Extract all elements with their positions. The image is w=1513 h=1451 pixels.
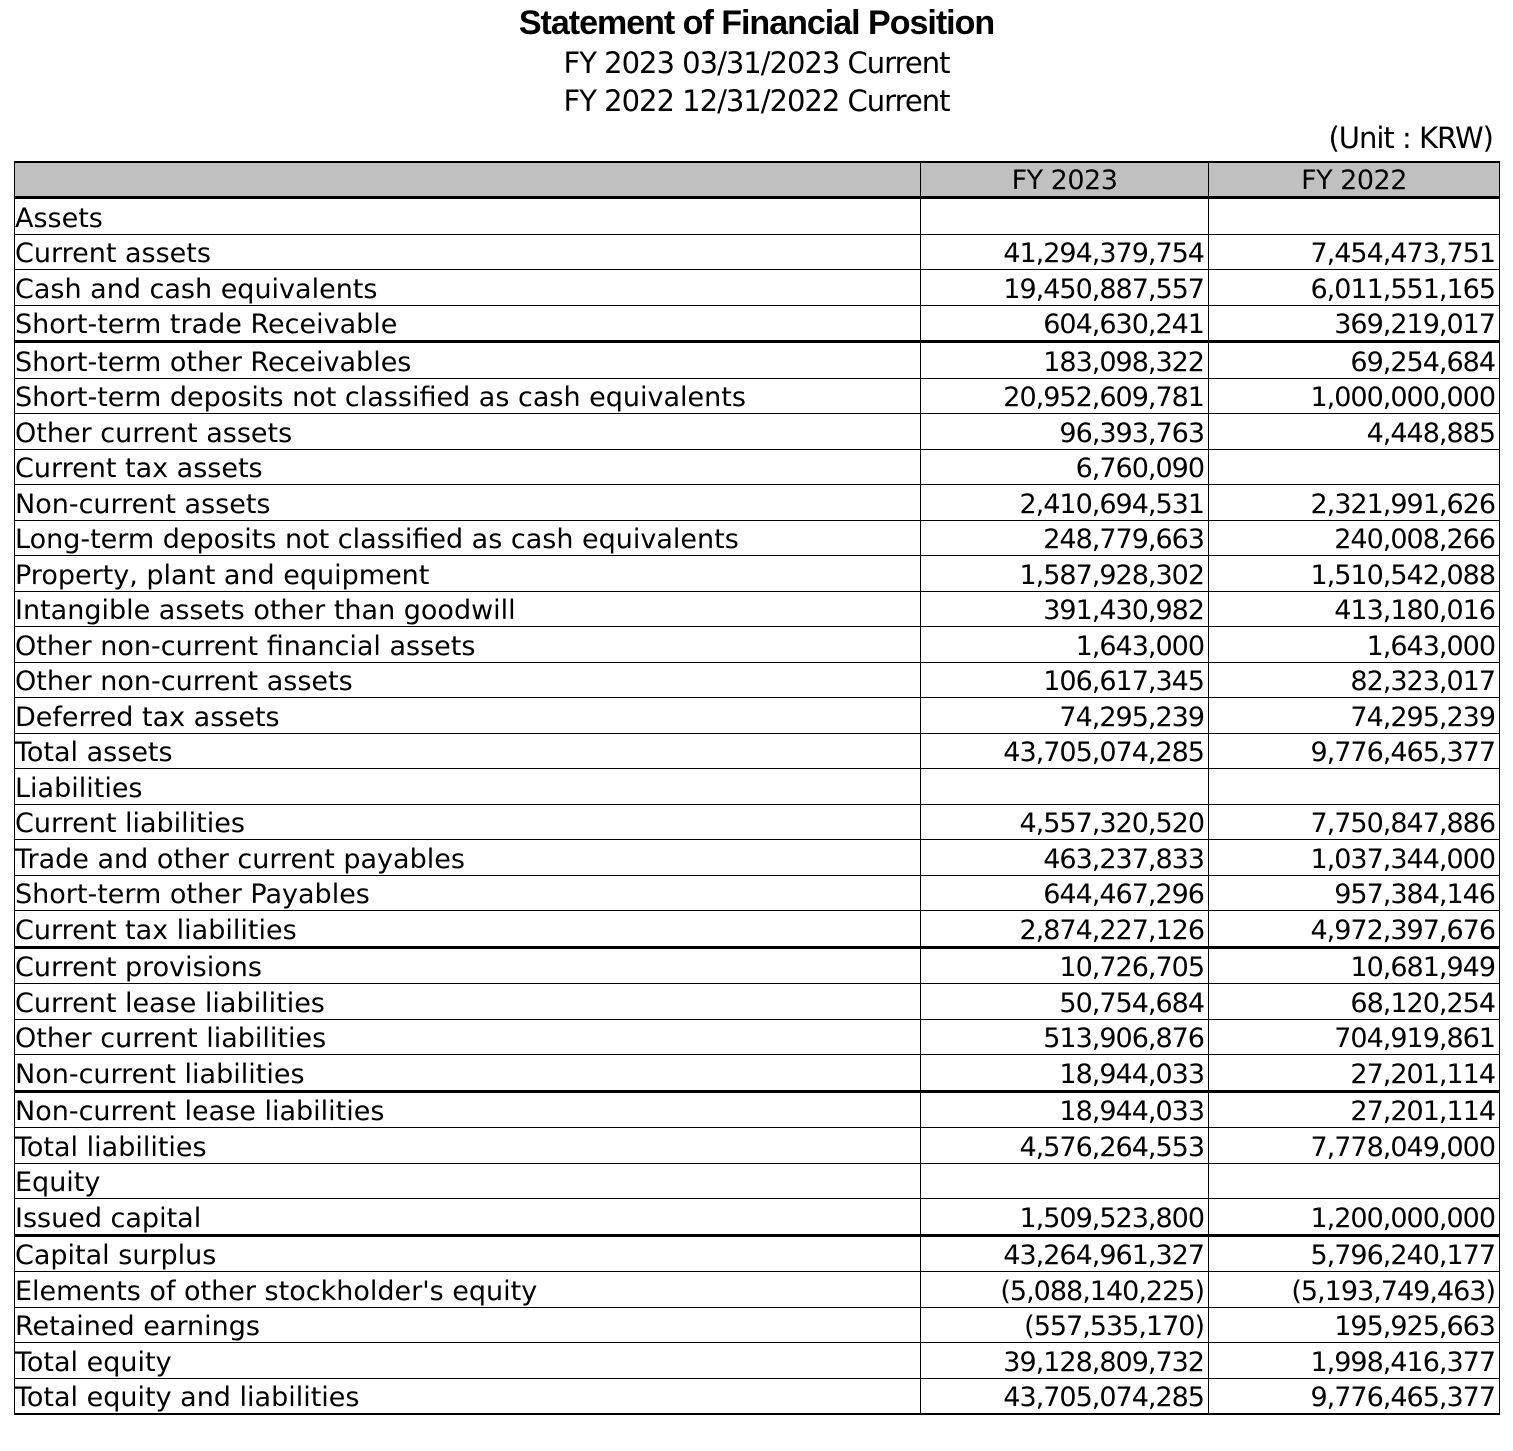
value-fy2023: 2,874,227,126 xyxy=(921,911,1209,948)
table-row xyxy=(15,1199,1500,1236)
value-fy2023: 96,393,763 xyxy=(921,414,1209,450)
value-fy2022: 69,254,684 xyxy=(1209,342,1500,379)
table-row xyxy=(15,198,1500,235)
value-fy2022: 6,011,551,165 xyxy=(1209,270,1500,306)
value-fy2022: 4,448,885 xyxy=(1209,414,1500,450)
period-line-fy2022: FY 2022 12/31/2022 Current xyxy=(563,84,950,118)
financial-position-table xyxy=(14,161,1500,1415)
period-line-fy2023: FY 2023 03/31/2023 Current xyxy=(563,46,950,80)
value-fy2023: 6,760,090 xyxy=(921,449,1209,485)
row-label: Long-term deposits not classified as cash equivalents xyxy=(15,520,921,556)
table-row xyxy=(15,1307,1500,1343)
value-fy2023: 248,779,663 xyxy=(921,520,1209,556)
value-fy2023: 1,587,928,302 xyxy=(921,556,1209,592)
row-label: Total liabilities xyxy=(15,1128,921,1164)
value-fy2022: 1,200,000,000 xyxy=(1209,1199,1500,1236)
table-row xyxy=(15,733,1500,769)
value-fy2023: 644,467,296 xyxy=(921,875,1209,911)
table-row xyxy=(15,840,1500,876)
row-label: Total equity xyxy=(15,1343,921,1379)
table-row xyxy=(15,769,1500,805)
table-row xyxy=(15,234,1500,270)
value-fy2023: 39,128,809,732 xyxy=(921,1343,1209,1379)
table-row xyxy=(15,378,1500,414)
table-row xyxy=(15,414,1500,450)
value-fy2022: 9,776,465,377 xyxy=(1209,1378,1500,1414)
value-fy2022: 2,321,991,626 xyxy=(1209,485,1500,521)
row-label: Short-term deposits not classified as cash equivalents xyxy=(15,378,921,414)
value-fy2022 xyxy=(1209,769,1500,805)
value-fy2023: (5,088,140,225) xyxy=(921,1272,1209,1308)
value-fy2022: 1,643,000 xyxy=(1209,627,1500,663)
value-fy2023: 4,576,264,553 xyxy=(921,1128,1209,1164)
table-row xyxy=(15,1235,1500,1272)
value-fy2022: 82,323,017 xyxy=(1209,662,1500,698)
row-label: Total equity and liabilities xyxy=(15,1378,921,1414)
table-row xyxy=(15,984,1500,1020)
row-label: Issued capital xyxy=(15,1199,921,1236)
value-fy2022: 704,919,861 xyxy=(1209,1019,1500,1055)
value-fy2022: 74,295,239 xyxy=(1209,698,1500,734)
row-label: Current provisions xyxy=(15,947,921,984)
value-fy2023 xyxy=(921,1163,1209,1199)
row-label: Total assets xyxy=(15,733,921,769)
row-label: Property, plant and equipment xyxy=(15,556,921,592)
value-fy2022: 7,454,473,751 xyxy=(1209,234,1500,270)
value-fy2023: 391,430,982 xyxy=(921,591,1209,627)
value-fy2022: 5,796,240,177 xyxy=(1209,1235,1500,1272)
value-fy2022: 1,998,416,377 xyxy=(1209,1343,1500,1379)
row-label: Other non-current assets xyxy=(15,662,921,698)
value-fy2023: 2,410,694,531 xyxy=(921,485,1209,521)
value-fy2022: 240,008,266 xyxy=(1209,520,1500,556)
value-fy2023: 10,726,705 xyxy=(921,947,1209,984)
value-fy2022: 27,201,114 xyxy=(1209,1091,1500,1128)
page-title: Statement of Financial Position xyxy=(518,4,995,42)
table-row xyxy=(15,556,1500,592)
row-label: Trade and other current payables xyxy=(15,840,921,876)
table-row xyxy=(15,911,1500,948)
row-label: Non-current liabilities xyxy=(15,1055,921,1092)
value-fy2023: 4,557,320,520 xyxy=(921,804,1209,840)
value-fy2022 xyxy=(1209,198,1500,235)
row-label: Non-current assets xyxy=(15,485,921,521)
value-fy2022 xyxy=(1209,449,1500,485)
value-fy2023: 604,630,241 xyxy=(921,305,1209,342)
value-fy2022: 27,201,114 xyxy=(1209,1055,1500,1092)
row-label: Short-term other Payables xyxy=(15,875,921,911)
table-row xyxy=(15,520,1500,556)
row-label: Elements of other stockholder's equity xyxy=(15,1272,921,1308)
table-row xyxy=(15,342,1500,379)
value-fy2023: 20,952,609,781 xyxy=(921,378,1209,414)
value-fy2022: 369,219,017 xyxy=(1209,305,1500,342)
row-label: Current tax liabilities xyxy=(15,911,921,948)
value-fy2023: 106,617,345 xyxy=(921,662,1209,698)
table-row xyxy=(15,1163,1500,1199)
row-label: Short-term other Receivables xyxy=(15,342,921,379)
value-fy2023: 43,705,074,285 xyxy=(921,733,1209,769)
value-fy2023: 19,450,887,557 xyxy=(921,270,1209,306)
row-label: Non-current lease liabilities xyxy=(15,1091,921,1128)
value-fy2023: 1,643,000 xyxy=(921,627,1209,663)
table-row xyxy=(15,1019,1500,1055)
value-fy2022: 7,750,847,886 xyxy=(1209,804,1500,840)
value-fy2022: 9,776,465,377 xyxy=(1209,733,1500,769)
table-body xyxy=(15,198,1500,1415)
table-row xyxy=(15,1378,1500,1414)
value-fy2022: 957,384,146 xyxy=(1209,875,1500,911)
value-fy2023: 74,295,239 xyxy=(921,698,1209,734)
value-fy2022: 195,925,663 xyxy=(1209,1307,1500,1343)
value-fy2023: 18,944,033 xyxy=(921,1055,1209,1092)
row-label: Assets xyxy=(15,198,921,235)
row-label: Capital surplus xyxy=(15,1235,921,1272)
value-fy2022: 68,120,254 xyxy=(1209,984,1500,1020)
table-row xyxy=(15,591,1500,627)
value-fy2023: 513,906,876 xyxy=(921,1019,1209,1055)
row-label: Short-term trade Receivable xyxy=(15,305,921,342)
table-row xyxy=(15,1272,1500,1308)
value-fy2023: 43,705,074,285 xyxy=(921,1378,1209,1414)
row-label: Equity xyxy=(15,1163,921,1199)
value-fy2022: 413,180,016 xyxy=(1209,591,1500,627)
table-header-row xyxy=(15,162,1500,198)
unit-label: (Unit : KRW) xyxy=(1328,121,1493,155)
value-fy2023: 50,754,684 xyxy=(921,984,1209,1020)
row-label: Deferred tax assets xyxy=(15,698,921,734)
row-label: Other current assets xyxy=(15,414,921,450)
value-fy2023 xyxy=(921,198,1209,235)
value-fy2023: 463,237,833 xyxy=(921,840,1209,876)
row-label: Retained earnings xyxy=(15,1307,921,1343)
value-fy2023: (557,535,170) xyxy=(921,1307,1209,1343)
row-label: Liabilities xyxy=(15,769,921,805)
value-fy2023: 41,294,379,754 xyxy=(921,234,1209,270)
table-row xyxy=(15,485,1500,521)
value-fy2023: 1,509,523,800 xyxy=(921,1199,1209,1236)
value-fy2022: 1,510,542,088 xyxy=(1209,556,1500,592)
row-label: Other non-current financial assets xyxy=(15,627,921,663)
value-fy2022: 10,681,949 xyxy=(1209,947,1500,984)
column-header-label xyxy=(15,162,921,198)
table-row xyxy=(15,449,1500,485)
table-row xyxy=(15,1091,1500,1128)
row-label: Current assets xyxy=(15,234,921,270)
value-fy2022: 7,778,049,000 xyxy=(1209,1128,1500,1164)
row-label: Current liabilities xyxy=(15,804,921,840)
table-row xyxy=(15,1343,1500,1379)
table-row xyxy=(15,662,1500,698)
table-row xyxy=(15,804,1500,840)
table-row xyxy=(15,875,1500,911)
table-row xyxy=(15,270,1500,306)
table-row xyxy=(15,627,1500,663)
value-fy2023 xyxy=(921,769,1209,805)
row-label: Current tax assets xyxy=(15,449,921,485)
table-row xyxy=(15,698,1500,734)
value-fy2023: 18,944,033 xyxy=(921,1091,1209,1128)
value-fy2022: (5,193,749,463) xyxy=(1209,1272,1500,1308)
table-row xyxy=(15,305,1500,342)
table-row xyxy=(15,1055,1500,1092)
row-label: Intangible assets other than goodwill xyxy=(15,591,921,627)
value-fy2022 xyxy=(1209,1163,1500,1199)
value-fy2023: 183,098,322 xyxy=(921,342,1209,379)
column-header-fy2022: FY 2022 xyxy=(1209,162,1500,198)
value-fy2023: 43,264,961,327 xyxy=(921,1235,1209,1272)
row-label: Other current liabilities xyxy=(15,1019,921,1055)
value-fy2022: 1,000,000,000 xyxy=(1209,378,1500,414)
row-label: Cash and cash equivalents xyxy=(15,270,921,306)
table-row xyxy=(15,947,1500,984)
value-fy2022: 1,037,344,000 xyxy=(1209,840,1500,876)
value-fy2022: 4,972,397,676 xyxy=(1209,911,1500,948)
column-header-fy2023: FY 2023 xyxy=(921,162,1209,198)
table-row xyxy=(15,1128,1500,1164)
row-label: Current lease liabilities xyxy=(15,984,921,1020)
